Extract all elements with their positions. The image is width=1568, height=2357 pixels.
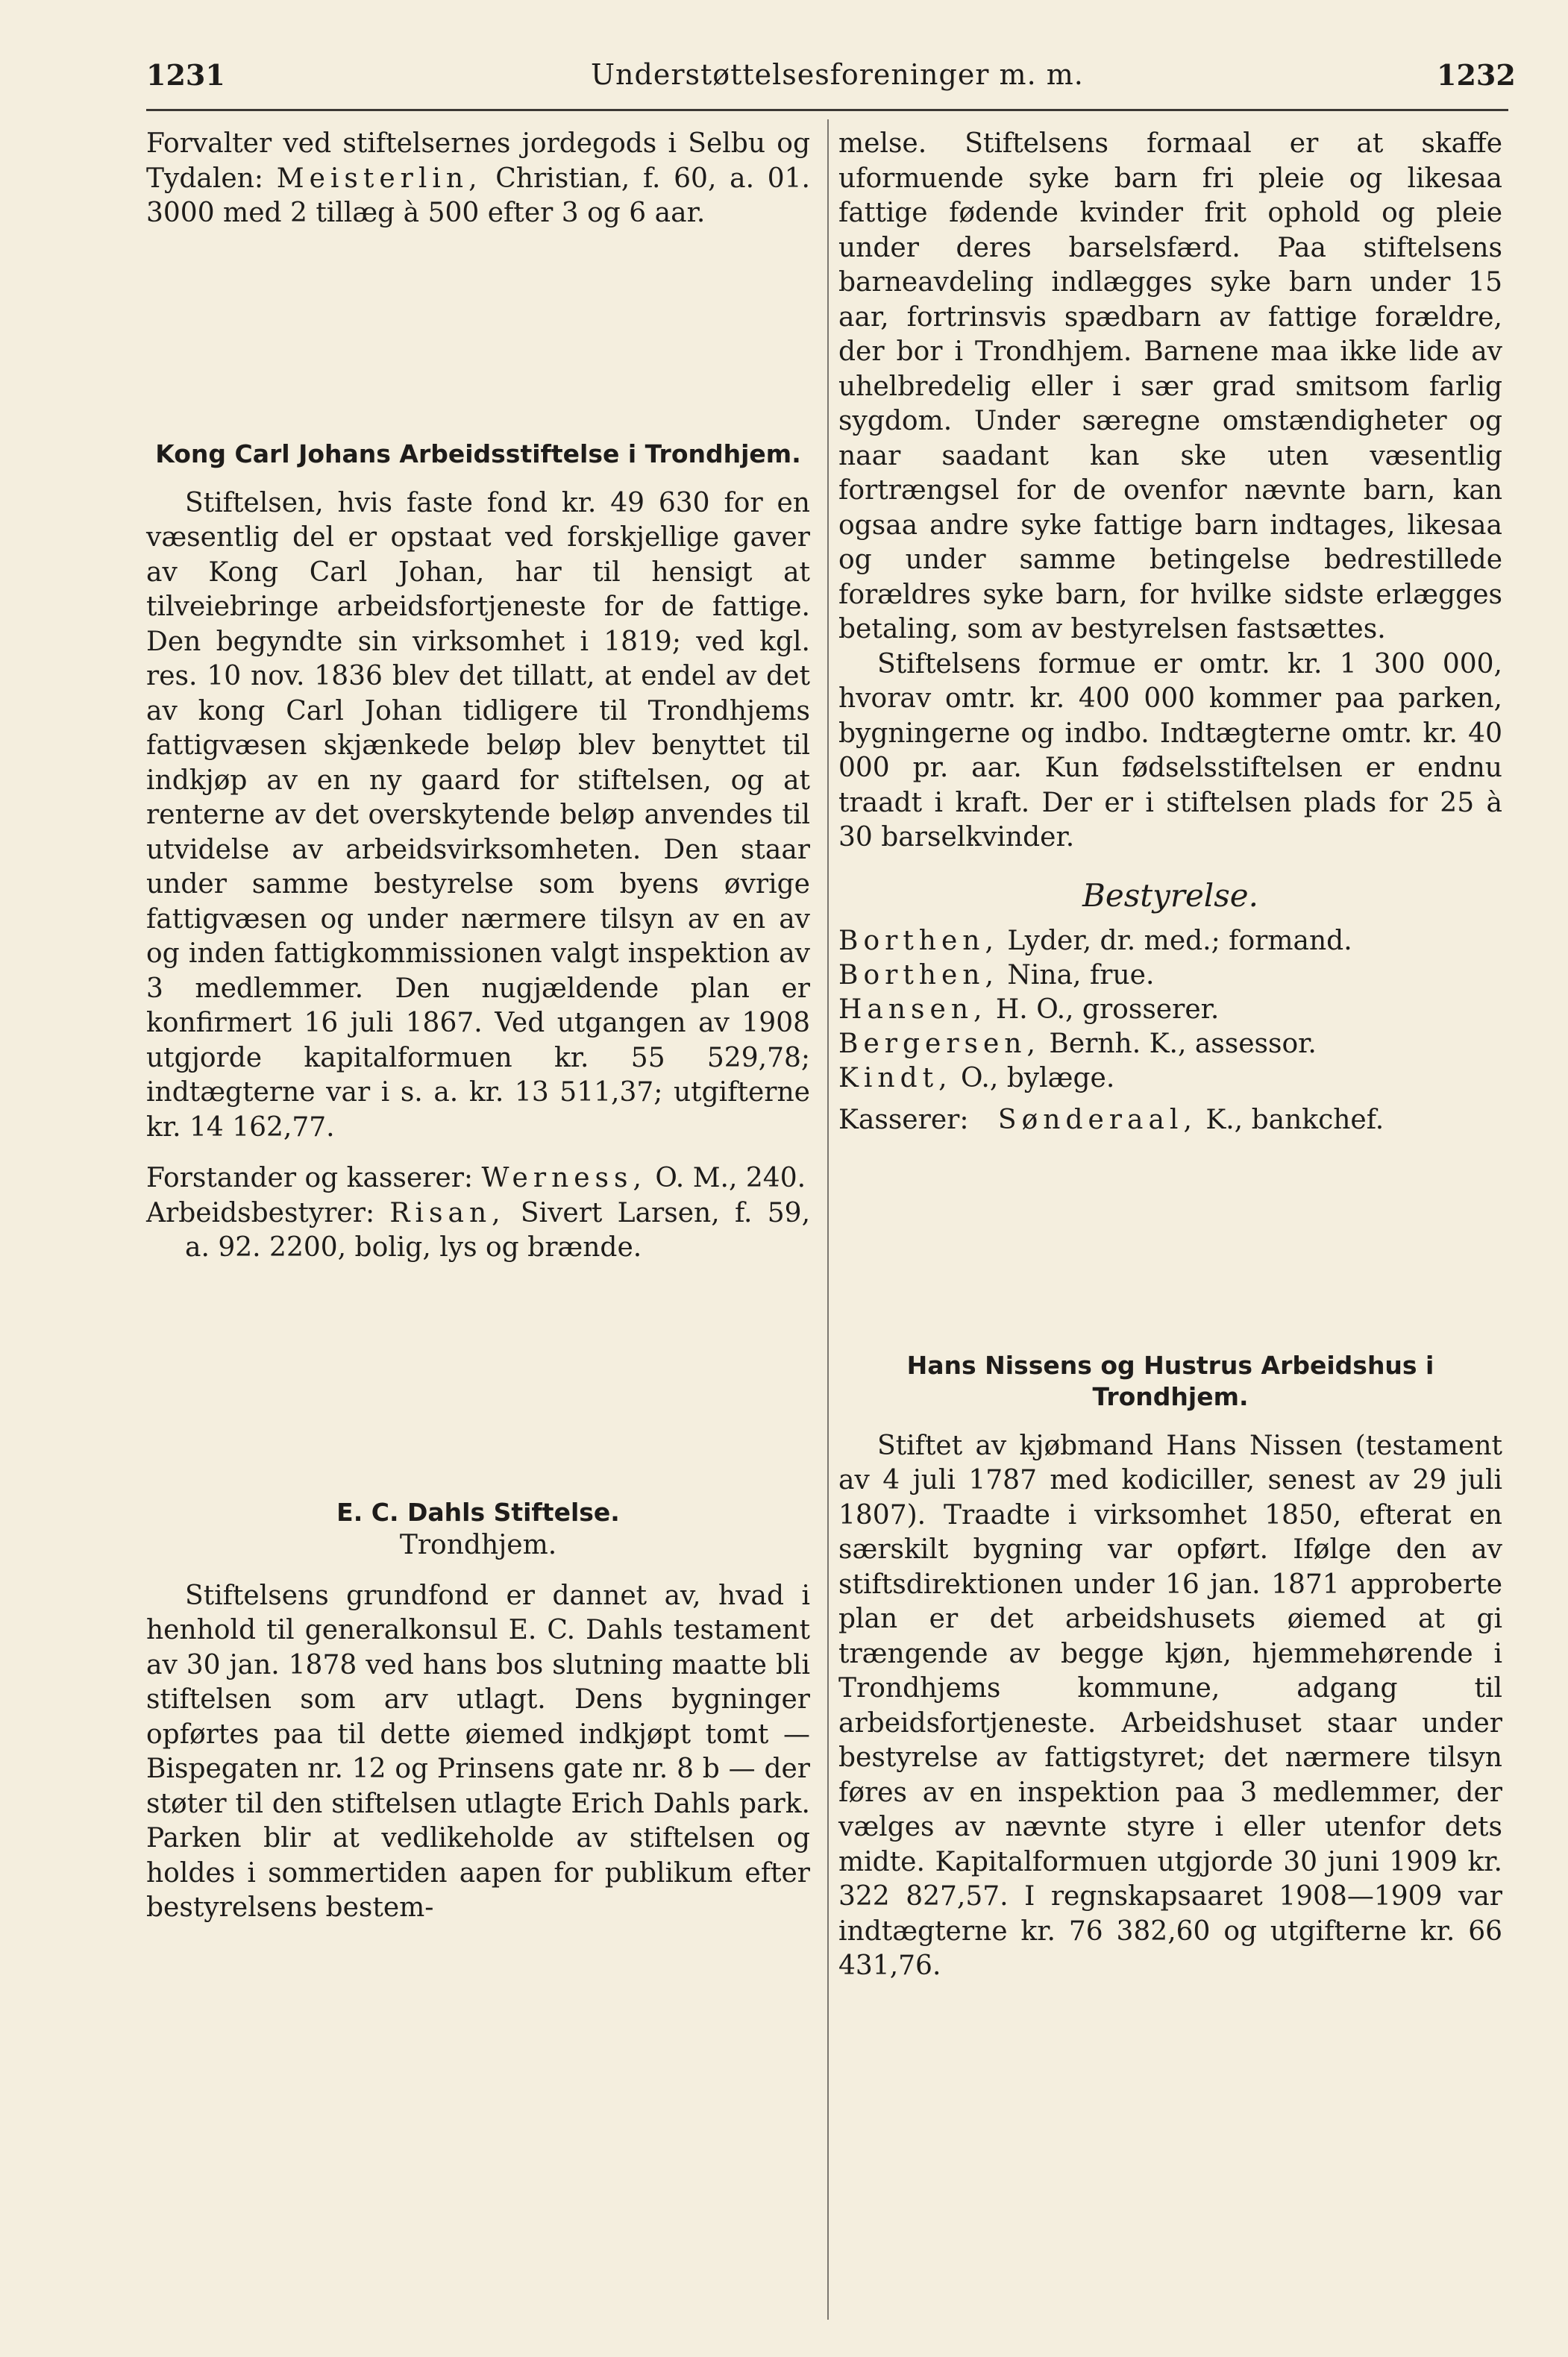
page-number-left: 1231 — [146, 58, 225, 92]
board-member — [838, 1061, 1502, 1096]
intro-entry — [146, 127, 810, 231]
staff-forstander — [146, 1161, 810, 1196]
member-name: Hansen, — [838, 994, 988, 1025]
staff-role: Arbeidsbestyrer: — [146, 1197, 375, 1228]
cashier-details: K., bankchef. — [1205, 1104, 1384, 1135]
board-member — [838, 958, 1502, 993]
member-name: Borthen, — [838, 925, 999, 956]
board-member — [838, 1027, 1502, 1061]
section-body-hans-nissen: Stiftet av kjøbmand Hans Nissen (testament av 4 juli 1787 med kodiciller, senest av 29 juli 1807). Traadte i virksomhet 1850, efterat en særskilt bygning var opført. Ifølge den av stiftsdirektionen under 16 jan. 1871 approberte plan er det arbeidshusets øiemed at gi trængende av begge kjøn, hjemmehørende i Trondhjems kommune, adgang til arbeidsfortjeneste. Arbeidshuset staar under bestyrelse av fattigstyret; det nærmere tilsyn føres av en inspektion paa 3 medlemmer, der vælges av nævnte styre i eller utenfor dets midte. Kapitalformuen utgjorde 30 juni 1909 kr. 322 827,57. I regnskapsaaret 1908—1909 var indtægterne kr. 76 382,60 og utgifterne kr. 66 431,76. — [838, 1430, 1502, 1981]
right-column — [838, 127, 1502, 1984]
member-name: Kindt, — [838, 1062, 953, 1093]
page-number-right: 1232 — [1437, 58, 1516, 92]
member-details: Nina, frue. — [1007, 959, 1155, 991]
intro-name: Meisterlin, — [276, 163, 483, 194]
intro-details: f. 60, a. 01. 3000 med 2 tillæg à 500 efter 3 og 6 aar. — [146, 163, 810, 228]
cashier-entry — [838, 1103, 1502, 1137]
board-member — [838, 993, 1502, 1027]
staff-details: O. M., 240. — [655, 1163, 806, 1193]
board-member — [838, 924, 1502, 958]
column-divider — [827, 119, 829, 2320]
member-details: O., bylæge. — [961, 1062, 1115, 1093]
staff-name: Werness, — [481, 1163, 647, 1193]
cashier-role: Kasserer: — [838, 1104, 969, 1135]
section-body-dahls-stiftelse: Stiftelsens grundfond er dannet av, hvad i henhold til generalkonsul E. C. Dahls testament av 30 jan. 1878 ved hans bos slutning maatte bli stiftelsen som arv utlagt. Dens bygninger opførtes paa til dette øiemed indkjøpt tomt — Bispegaten nr. 12 og Prinsens gate nr. 8 b — der støter til den stiftelsen utlagte Erich Dahls park. Parken blir at vedlikeholde av stiftelsen og holdes i sommertiden aapen for publikum efter bestyrelsens bestem- — [146, 1580, 810, 1923]
intro-line-2: og Tydalen: — [146, 128, 811, 194]
cashier-name: Sønderaal, — [997, 1104, 1197, 1135]
board-heading: Bestyrelse. — [1082, 876, 1258, 914]
member-name: Borthen, — [838, 959, 999, 991]
staff-role: Forstander og kasserer: — [146, 1163, 474, 1193]
formue-paragraph: Stiftelsens formue er omtr. kr. 1 300 000, hvorav omtr. kr. 400 000 kommer paa parken, bygningerne og indbo. Indtægterne omtr. kr. 40 000 pr. aar. Kun fødselsstiftelsen er endnu traadt i kraft. Der er i stiftelsen plads for 25 à 30 barselkvinder. — [838, 648, 1502, 853]
section-title-kong-carl-johan: Kong Carl Johans Arbeidsstiftelse i Trondhjem. — [155, 439, 801, 468]
intro-line-1: Forvalter ved stiftelsernes jordegods i Selbu — [146, 128, 766, 159]
continued-body-dahls: melse. Stiftelsens formaal er at skaffe uformuende syke barn fri pleie og likesaa fattige fødende kvinder frit ophold og pleie under deres barselsfærd. Paa stiftelsens barneavdeling indlægges syke barn under 15 aar, fortrinsvis spædbarn av fattige forældre, der bor i Trondhjem. Barnene maa ikke lide av uhelbredelig eller i sær grad smitsom farlig sygdom. Under særegne omstændigheter og naar saadant kan ske uten væsentlig fortrængsel for de ovenfor nævnte barn, kan ogsaa andre syke fattige barn indtages, likesaa og under samme betingelse bedrestillede forældres syke barn, for hvilke sidste erlægges betaling, som av bestyrelsen fastsættes. — [838, 128, 1502, 644]
header-rule — [146, 109, 1508, 111]
member-name: Bergersen, — [838, 1028, 1041, 1059]
member-details: H. O., grosserer. — [995, 994, 1220, 1025]
section-body-kong-carl-johan: Stiftelsen, hvis faste fond kr. 49 630 for en væsentlig del er opstaat ved forskjellige gaver av Kong Carl Johan, har til hensigt at tilveiebringe arbeidsfortjeneste for de fattige. Den begyndte sin virksomhet i 1819; ved kgl. res. 10 nov. 1836 blev det tillatt, at endel av det av kong Carl Johan tidligere til Trondhjems fattigvæsen skjænkede beløp blev benyttet til indkjøp av en ny gaard for stiftelsen, og at renterne av det overskytende beløp anvendes til utvidelse av arbeidsvirksomheten. Den staar under samme bestyrelse som byens øvrige fattigvæsen og under nærmere tilsyn av en av og inden fattigkommissionen valgt inspektion av 3 medlemmer. Den nugjældende plan er konfirmert 16 juli 1867. Ved utgangen av 1908 utgjorde kapitalformuen kr. 55 529,78; indtægterne var i s. a. kr. 13 511,37; utgifterne kr. 14 162,77. — [146, 487, 810, 1143]
left-column — [146, 127, 810, 1926]
staff-arbeidsbestyrer — [146, 1196, 810, 1266]
running-header-title: Understøttelsesforeninger m. m. — [591, 58, 1084, 91]
staff-name: Risan, — [389, 1197, 506, 1228]
section-title-dahls-stiftelse: E. C. Dahls Stiftelse. — [336, 1497, 620, 1527]
member-details: Bernh. K., assessor. — [1049, 1028, 1317, 1059]
section-title-hans-nissen: Hans Nissens og Hustrus Arbeidshus i Trondhjem. — [906, 1350, 1434, 1411]
staff-details: Sivert Larsen, f. 59, a. 92. 2200, bolig, lys og brænde. — [185, 1197, 811, 1263]
intro-firstname: Christian, — [495, 163, 630, 194]
member-details: Lyder, dr. med.; formand. — [1007, 925, 1352, 956]
section-subtitle-trondhjem: Trondhjem. — [399, 1529, 557, 1560]
